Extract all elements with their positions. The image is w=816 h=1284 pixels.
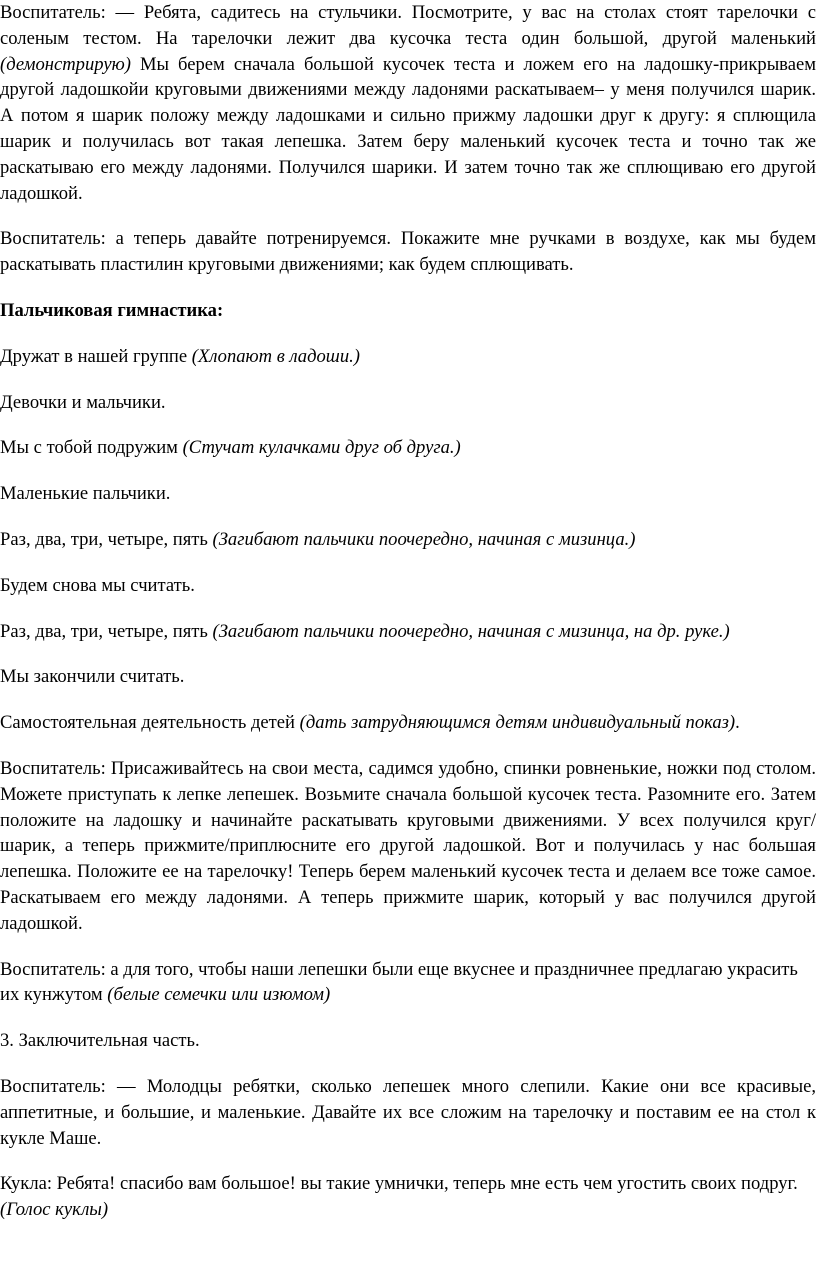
independent-end: .	[735, 712, 740, 734]
gymnastics-text: Раз, два, три, четыре, пять	[0, 620, 213, 642]
decorate-note: (белые семечки или изюмом)	[107, 984, 331, 1006]
gymnastics-note: (Загибают пальчики поочередно, начиная с мизинца, на др. руке.)	[212, 620, 730, 642]
gymnastics-note: (Хлопают в ладоши.)	[191, 345, 360, 367]
gymnastics-text: Дружат в нашей группе	[0, 345, 192, 367]
gymnastics-text: Мы с тобой подружим	[0, 437, 183, 459]
gymnastics-line	[0, 344, 816, 370]
gymnastics-line	[0, 527, 816, 553]
intro-note: (демонстрирую)	[0, 53, 131, 75]
independent-note: (дать затрудняющимся детям индивидуальный показ)	[299, 712, 736, 734]
gymnastics-line: Будем снова мы считать.	[0, 574, 195, 596]
gymnastics-line: Маленькие пальчики.	[0, 483, 171, 505]
doll-note: (Голос куклы)	[0, 1199, 109, 1221]
paragraph-sculpting: Воспитатель: Присаживайтесь на свои места, садимся удобно, спинки ровненькие, ножки под столом. Можете приступать к лепке лепешек. Возьмите сначала большой кусочек теста. Разомните его. Затем положите на ладошку и начинайте раскатывать круговыми движениями. У всех получился круг/шарик, а теперь прижмите/приплюсните его другой ладошкой. Вот и получилась у нас большая лепешка. Положите ее на тарелочку! Теперь берем маленький кусочек теста и делаем все тоже самое. Раскатываем его между ладонями. А теперь прижмите шарик, который у вас получился другой ладошкой.	[0, 757, 816, 934]
gymnastics-note: (Загибают пальчики поочередно, начиная с мизинца.)	[212, 528, 636, 550]
paragraph-conclusion: Воспитатель: — Молодцы ребятки, сколько лепешек много слепили. Какие они все красивые, аппетитные, и большие, и маленькие. Давайте их все сложим на тарелочку и поставим ее на стол к кукле Маше.	[0, 1075, 816, 1149]
intro-text-1: Воспитатель: — Ребята, садитесь на стульчики. Посмотрите, у вас на столах стоят тарелочки с соленым тестом. На тарелочки лежит два кусочка теста один большой, другой маленький	[0, 2, 816, 49]
intro-text-2: Мы берем сначала большой кусочек теста и ложем его на ладошку-прикрываем другой ладошкойи круговыми движениями между ладонями раскатываем– у меня получился шарик. А потом я шарик положу между ладошками и сильно прижму ладошки друг к другу: я сплющила шарик и получилась вот такая лепешка. Затем беру маленький кусочек теста и точно так же раскатываю его между ладонями. Получился шарики. И затем точно так же сплющиваю его другой ладошкой.	[0, 53, 816, 204]
paragraph-decorate	[0, 957, 816, 1009]
gymnastics-line: Девочки и мальчики.	[0, 391, 166, 413]
gymnastics-text: Раз, два, три, четыре, пять	[0, 528, 213, 550]
section-heading: Пальчиковая гимнастика:	[0, 299, 224, 321]
decorate-text: Воспитатель: а для того, чтобы наши лепешки были еще вкуснее и праздничнее предлагаю украсить их кунжутом	[0, 958, 798, 1006]
doll-text: Кукла: Ребята! спасибо вам большое! вы такие умнички, теперь мне есть чем угостить своих подруг.	[0, 1173, 798, 1195]
section-final-part: 3. Заключительная часть.	[0, 1030, 200, 1052]
gymnastics-line	[0, 619, 816, 645]
gymnastics-note: (Стучат кулачками друг об друга.)	[182, 437, 461, 459]
gymnastics-line	[0, 435, 816, 461]
gymnastics-line: Мы закончили считать.	[0, 666, 185, 688]
paragraph-doll	[0, 1171, 816, 1223]
paragraph-practice: Воспитатель: а теперь давайте потренируемся. Покажите мне ручками в воздухе, как мы будем раскатывать пластилин круговыми движениями; как будем сплющивать.	[0, 228, 816, 276]
paragraph-independent-work	[0, 710, 816, 736]
paragraph-intro	[0, 0, 816, 206]
independent-text: Самостоятельная деятельность детей	[0, 712, 300, 734]
